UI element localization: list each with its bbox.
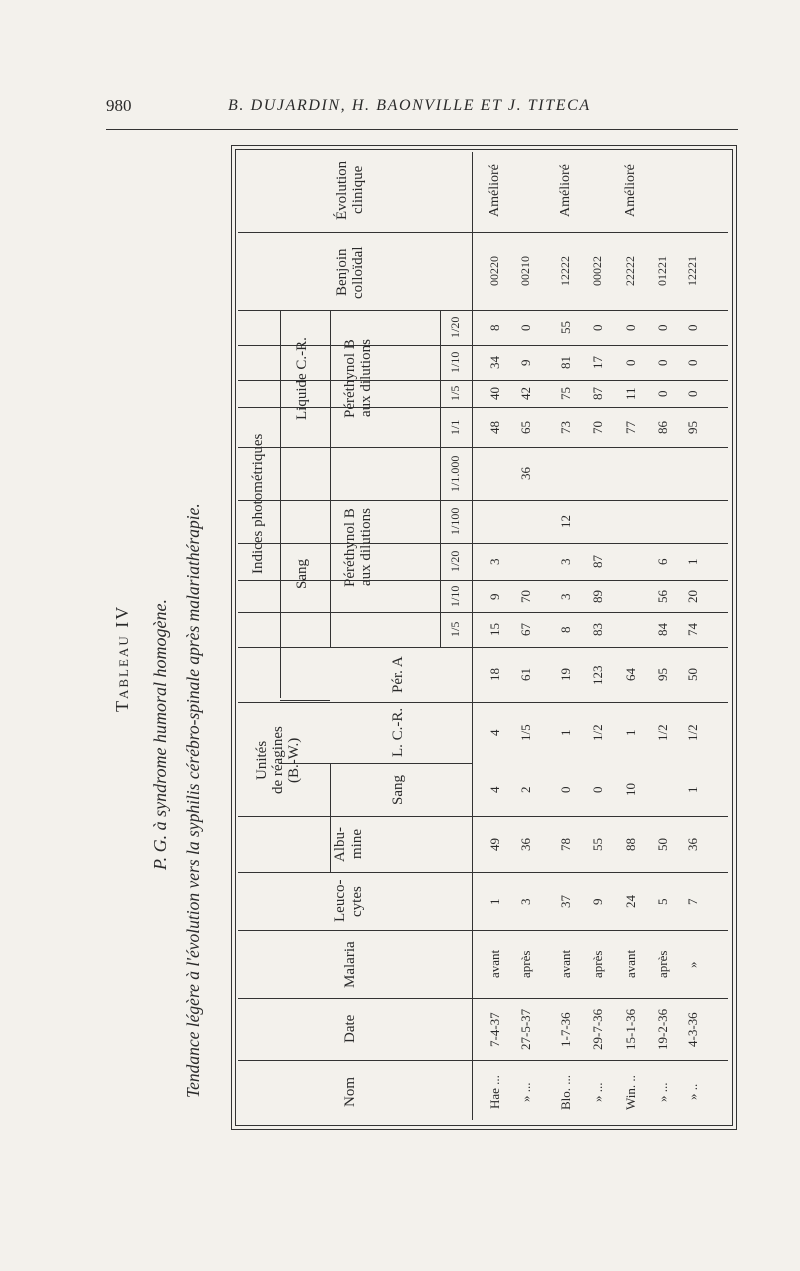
cell-perb-lcr: 0 xyxy=(684,324,700,331)
cell-evolution: Amélioré xyxy=(557,164,573,217)
cell-malaria: avant xyxy=(557,949,573,978)
cell-perb-lcr: 0 xyxy=(684,390,700,397)
cell-perb-sang: 89 xyxy=(589,589,605,603)
cell-perb-lcr: 0 xyxy=(622,324,638,331)
cell-perb-lcr: 40 xyxy=(486,387,502,400)
cell-albumine: 55 xyxy=(589,837,605,851)
cell-perb-sang: 87 xyxy=(589,555,605,568)
header-rule xyxy=(106,129,738,130)
page-number: 980 xyxy=(106,96,132,115)
header-unites-3: (B.-W.) xyxy=(285,737,302,783)
column-separator xyxy=(238,407,728,408)
cell-perb-sang: 36 xyxy=(517,467,533,480)
unites-lower-rule xyxy=(280,763,472,764)
cell-nom: Hae ... xyxy=(486,1075,502,1109)
cell-leucocytes: 5 xyxy=(654,898,670,905)
header-dilution-sang: 1/100 xyxy=(447,507,462,535)
cell-perb-sang: 70 xyxy=(517,589,533,603)
header-evolution-2: clinique xyxy=(349,165,366,214)
cell-ur-lcr: 1 xyxy=(622,729,638,736)
cell-malaria: avant xyxy=(622,949,638,978)
sang-liquide-subhead-rule xyxy=(330,310,331,647)
cell-perb-lcr: 8 xyxy=(486,324,502,331)
indices-subhead-rule xyxy=(280,310,281,698)
cell-perb-sang: 15 xyxy=(486,623,502,636)
header-ur-lcr: L. C.-R. xyxy=(389,707,406,757)
cell-perb-sang: 84 xyxy=(654,623,670,636)
cell-ur-sang: 4 xyxy=(486,786,502,793)
cell-perb-sang: 8 xyxy=(557,626,573,633)
cell-perb-lcr: 0 xyxy=(684,359,700,366)
cell-malaria: après xyxy=(654,950,670,978)
cell-date: 1-7-36 xyxy=(557,1011,573,1047)
header-albumine-1: Albu- xyxy=(331,826,348,862)
cell-date: 27-5-37 xyxy=(517,1008,533,1050)
header-malaria: Malaria xyxy=(341,940,358,988)
cell-perb-lcr: 9 xyxy=(517,359,533,366)
cell-perb-lcr: 0 xyxy=(654,390,670,397)
header-perb-sang-1: Péréthynol B xyxy=(341,507,358,587)
cell-date: 7-4-37 xyxy=(486,1011,502,1047)
cell-perb-lcr: 42 xyxy=(517,387,533,400)
cell-benjoin: 00220 xyxy=(486,256,501,286)
cell-albumine: 49 xyxy=(486,837,502,851)
sang-liquide-rule xyxy=(330,647,472,648)
cell-perb-sang: 3 xyxy=(557,558,573,565)
indices-base-rule xyxy=(280,700,330,701)
cell-perb-lcr: 0 xyxy=(654,324,670,331)
cell-benjoin: 00210 xyxy=(517,256,532,286)
cell-perb-sang: 12 xyxy=(557,515,573,528)
header-benjoin-2: colloïdal xyxy=(349,246,366,299)
header-dilution-lcr: 1/5 xyxy=(447,385,462,401)
header-dilution-sang: 1/1.000 xyxy=(447,455,462,492)
column-separator xyxy=(238,500,728,501)
column-separator xyxy=(238,310,728,311)
cell-perb-sang: 3 xyxy=(557,593,573,600)
cell-leucocytes: 3 xyxy=(517,898,533,905)
cell-malaria: après xyxy=(589,950,605,978)
cell-perb-lcr: 95 xyxy=(684,420,700,434)
cell-benjoin: 00022 xyxy=(589,256,604,286)
header-dilution-lcr: 1/10 xyxy=(447,351,462,373)
cell-perb-lcr: 70 xyxy=(589,420,605,434)
column-separator xyxy=(238,543,728,544)
header-dilution-sang: 1/20 xyxy=(447,550,462,572)
header-dilution-lcr: 1/20 xyxy=(447,316,462,338)
cell-perb-lcr: 77 xyxy=(622,420,638,434)
cell-perb-lcr: 48 xyxy=(486,420,502,434)
cell-perb-sang: 20 xyxy=(684,589,700,603)
header-body-separator xyxy=(472,152,473,1120)
cell-leucocytes: 9 xyxy=(589,898,605,905)
header-per-a: Pér. A xyxy=(389,655,406,693)
cell-perb-sang: 67 xyxy=(517,623,533,636)
table-inner-frame xyxy=(235,149,733,1126)
unites-split-rule xyxy=(330,763,331,872)
cell-date: 29-7-36 xyxy=(589,1008,605,1050)
column-separator xyxy=(238,998,728,999)
header-perb-sang-2: aux dilutions xyxy=(357,508,374,586)
cell-leucocytes: 24 xyxy=(622,894,638,908)
cell-nom: » .. xyxy=(684,1083,700,1100)
cell-albumine: 36 xyxy=(517,837,533,851)
table-subtitle-1: P. G. à syndrome humoral homogène. xyxy=(150,599,170,870)
cell-ur-lcr: 4 xyxy=(486,729,502,736)
cell-ur-sang: 2 xyxy=(517,786,533,793)
cell-nom: Win. .. xyxy=(622,1074,638,1110)
cell-perb-lcr: 0 xyxy=(622,359,638,366)
cell-perb-lcr: 17 xyxy=(589,356,605,369)
cell-perb-sang: 9 xyxy=(486,593,502,600)
column-separator xyxy=(238,380,728,381)
header-indices: Indices photométriques xyxy=(249,433,266,574)
cell-perb-sang: 1 xyxy=(684,558,700,565)
cell-per-a: 61 xyxy=(517,668,533,681)
cell-leucocytes: 37 xyxy=(557,894,573,908)
cell-perb-lcr: 11 xyxy=(622,387,638,400)
cell-leucocytes: 1 xyxy=(486,898,502,905)
cell-per-a: 19 xyxy=(557,668,573,681)
cell-perb-lcr: 86 xyxy=(654,420,670,434)
cell-evolution: Amélioré xyxy=(622,164,638,217)
cell-date: 15-1-36 xyxy=(622,1008,638,1050)
cell-perb-lcr: 0 xyxy=(589,324,605,331)
cell-per-a: 123 xyxy=(589,665,605,685)
cell-perb-sang: 83 xyxy=(589,623,605,636)
header-leucocytes-1: Leuco- xyxy=(331,879,348,922)
column-separator xyxy=(238,1060,728,1061)
cell-ur-sang: 1 xyxy=(684,786,700,793)
header-unites-2: de réagines xyxy=(269,726,286,794)
header-dilution-sang: 1/5 xyxy=(447,621,462,637)
cell-perb-lcr: 0 xyxy=(517,324,533,331)
cell-perb-lcr: 73 xyxy=(557,420,573,434)
header-benjoin-1: Benjoin xyxy=(333,248,350,296)
cell-benjoin: 12222 xyxy=(557,256,572,286)
cell-nom: Blo. ... xyxy=(557,1074,573,1110)
cell-ur-lcr: 1/2 xyxy=(684,724,700,741)
column-separator xyxy=(238,647,728,648)
cell-benjoin: 22222 xyxy=(622,256,637,286)
header-albumine-2: mine xyxy=(348,829,365,859)
column-separator xyxy=(238,702,728,703)
cell-perb-sang: 56 xyxy=(654,589,670,603)
cell-albumine: 88 xyxy=(622,837,638,851)
cell-perb-sang: 74 xyxy=(684,623,700,636)
cell-ur-lcr: 1 xyxy=(557,729,573,736)
cell-perb-lcr: 65 xyxy=(517,420,533,434)
column-separator xyxy=(238,580,728,581)
running-head: B. DUJARDIN, H. BAONVILLE ET J. TITECA xyxy=(228,97,591,114)
header-indices-liquide: Liquide C.-R. xyxy=(293,336,310,420)
header-perb-lcr-2: aux dilutions xyxy=(357,339,374,417)
cell-per-a: 50 xyxy=(684,668,700,681)
cell-evolution: Amélioré xyxy=(486,164,502,217)
cell-albumine: 50 xyxy=(654,837,670,851)
column-separator xyxy=(238,816,728,817)
header-unites-1: Unités xyxy=(253,740,270,780)
cell-malaria: après xyxy=(517,950,533,978)
cell-ur-sang: 0 xyxy=(589,786,605,793)
cell-perb-lcr: 0 xyxy=(654,359,670,366)
cell-nom: » ... xyxy=(517,1082,533,1102)
header-perb-lcr-1: Péréthynol B xyxy=(341,338,358,418)
cell-perb-lcr: 87 xyxy=(589,387,605,400)
column-separator xyxy=(238,872,728,873)
cell-perb-sang: 6 xyxy=(654,558,670,565)
cell-nom: » ... xyxy=(654,1082,670,1102)
header-indices-sang: Sang xyxy=(293,559,310,589)
cell-malaria: avant xyxy=(486,949,502,978)
cell-malaria: » xyxy=(684,961,700,968)
header-evolution-1: Évolution xyxy=(333,160,350,220)
cell-date: 4-3-36 xyxy=(684,1011,700,1047)
cell-ur-lcr: 1/5 xyxy=(517,724,533,741)
header-dilution-lcr: 1/1 xyxy=(447,419,462,435)
column-separator xyxy=(238,232,728,233)
cell-perb-lcr: 75 xyxy=(557,387,573,400)
cell-nom: » ... xyxy=(589,1082,605,1102)
cell-ur-sang: 0 xyxy=(557,786,573,793)
cell-albumine: 78 xyxy=(557,837,573,851)
cell-per-a: 95 xyxy=(654,668,670,681)
cell-perb-lcr: 55 xyxy=(557,321,573,334)
cell-per-a: 64 xyxy=(622,668,638,681)
cell-perb-lcr: 34 xyxy=(486,356,502,369)
cell-benjoin: 12221 xyxy=(684,256,699,286)
cell-benjoin: 01221 xyxy=(654,256,669,286)
table-subtitle-2: Tendance légère à l'évolution vers la syphilis cérébro-spinale après malariathérapie. xyxy=(183,503,203,1098)
column-separator xyxy=(238,930,728,931)
column-separator xyxy=(238,447,728,448)
cell-perb-sang: 3 xyxy=(486,558,502,565)
header-date: Date xyxy=(341,1014,358,1043)
cell-leucocytes: 7 xyxy=(684,898,700,905)
table-label: Tableau IV xyxy=(112,604,132,712)
header-leucocytes-2: cytes xyxy=(348,885,365,917)
cell-ur-lcr: 1/2 xyxy=(654,724,670,741)
cell-perb-lcr: 81 xyxy=(557,356,573,369)
cell-albumine: 36 xyxy=(684,837,700,851)
cell-ur-lcr: 1/2 xyxy=(589,724,605,741)
cell-per-a: 18 xyxy=(486,668,502,681)
cell-ur-sang: 10 xyxy=(622,783,638,796)
column-separator xyxy=(238,345,728,346)
cell-date: 19-2-36 xyxy=(654,1008,670,1050)
header-dilution-sang: 1/10 xyxy=(447,585,462,607)
liquide-base-rule xyxy=(330,447,472,448)
column-separator xyxy=(238,612,728,613)
header-ur-sang: Sang xyxy=(389,775,406,805)
dilution-subhead-rule xyxy=(440,310,441,647)
header-nom: Nom xyxy=(341,1077,358,1107)
